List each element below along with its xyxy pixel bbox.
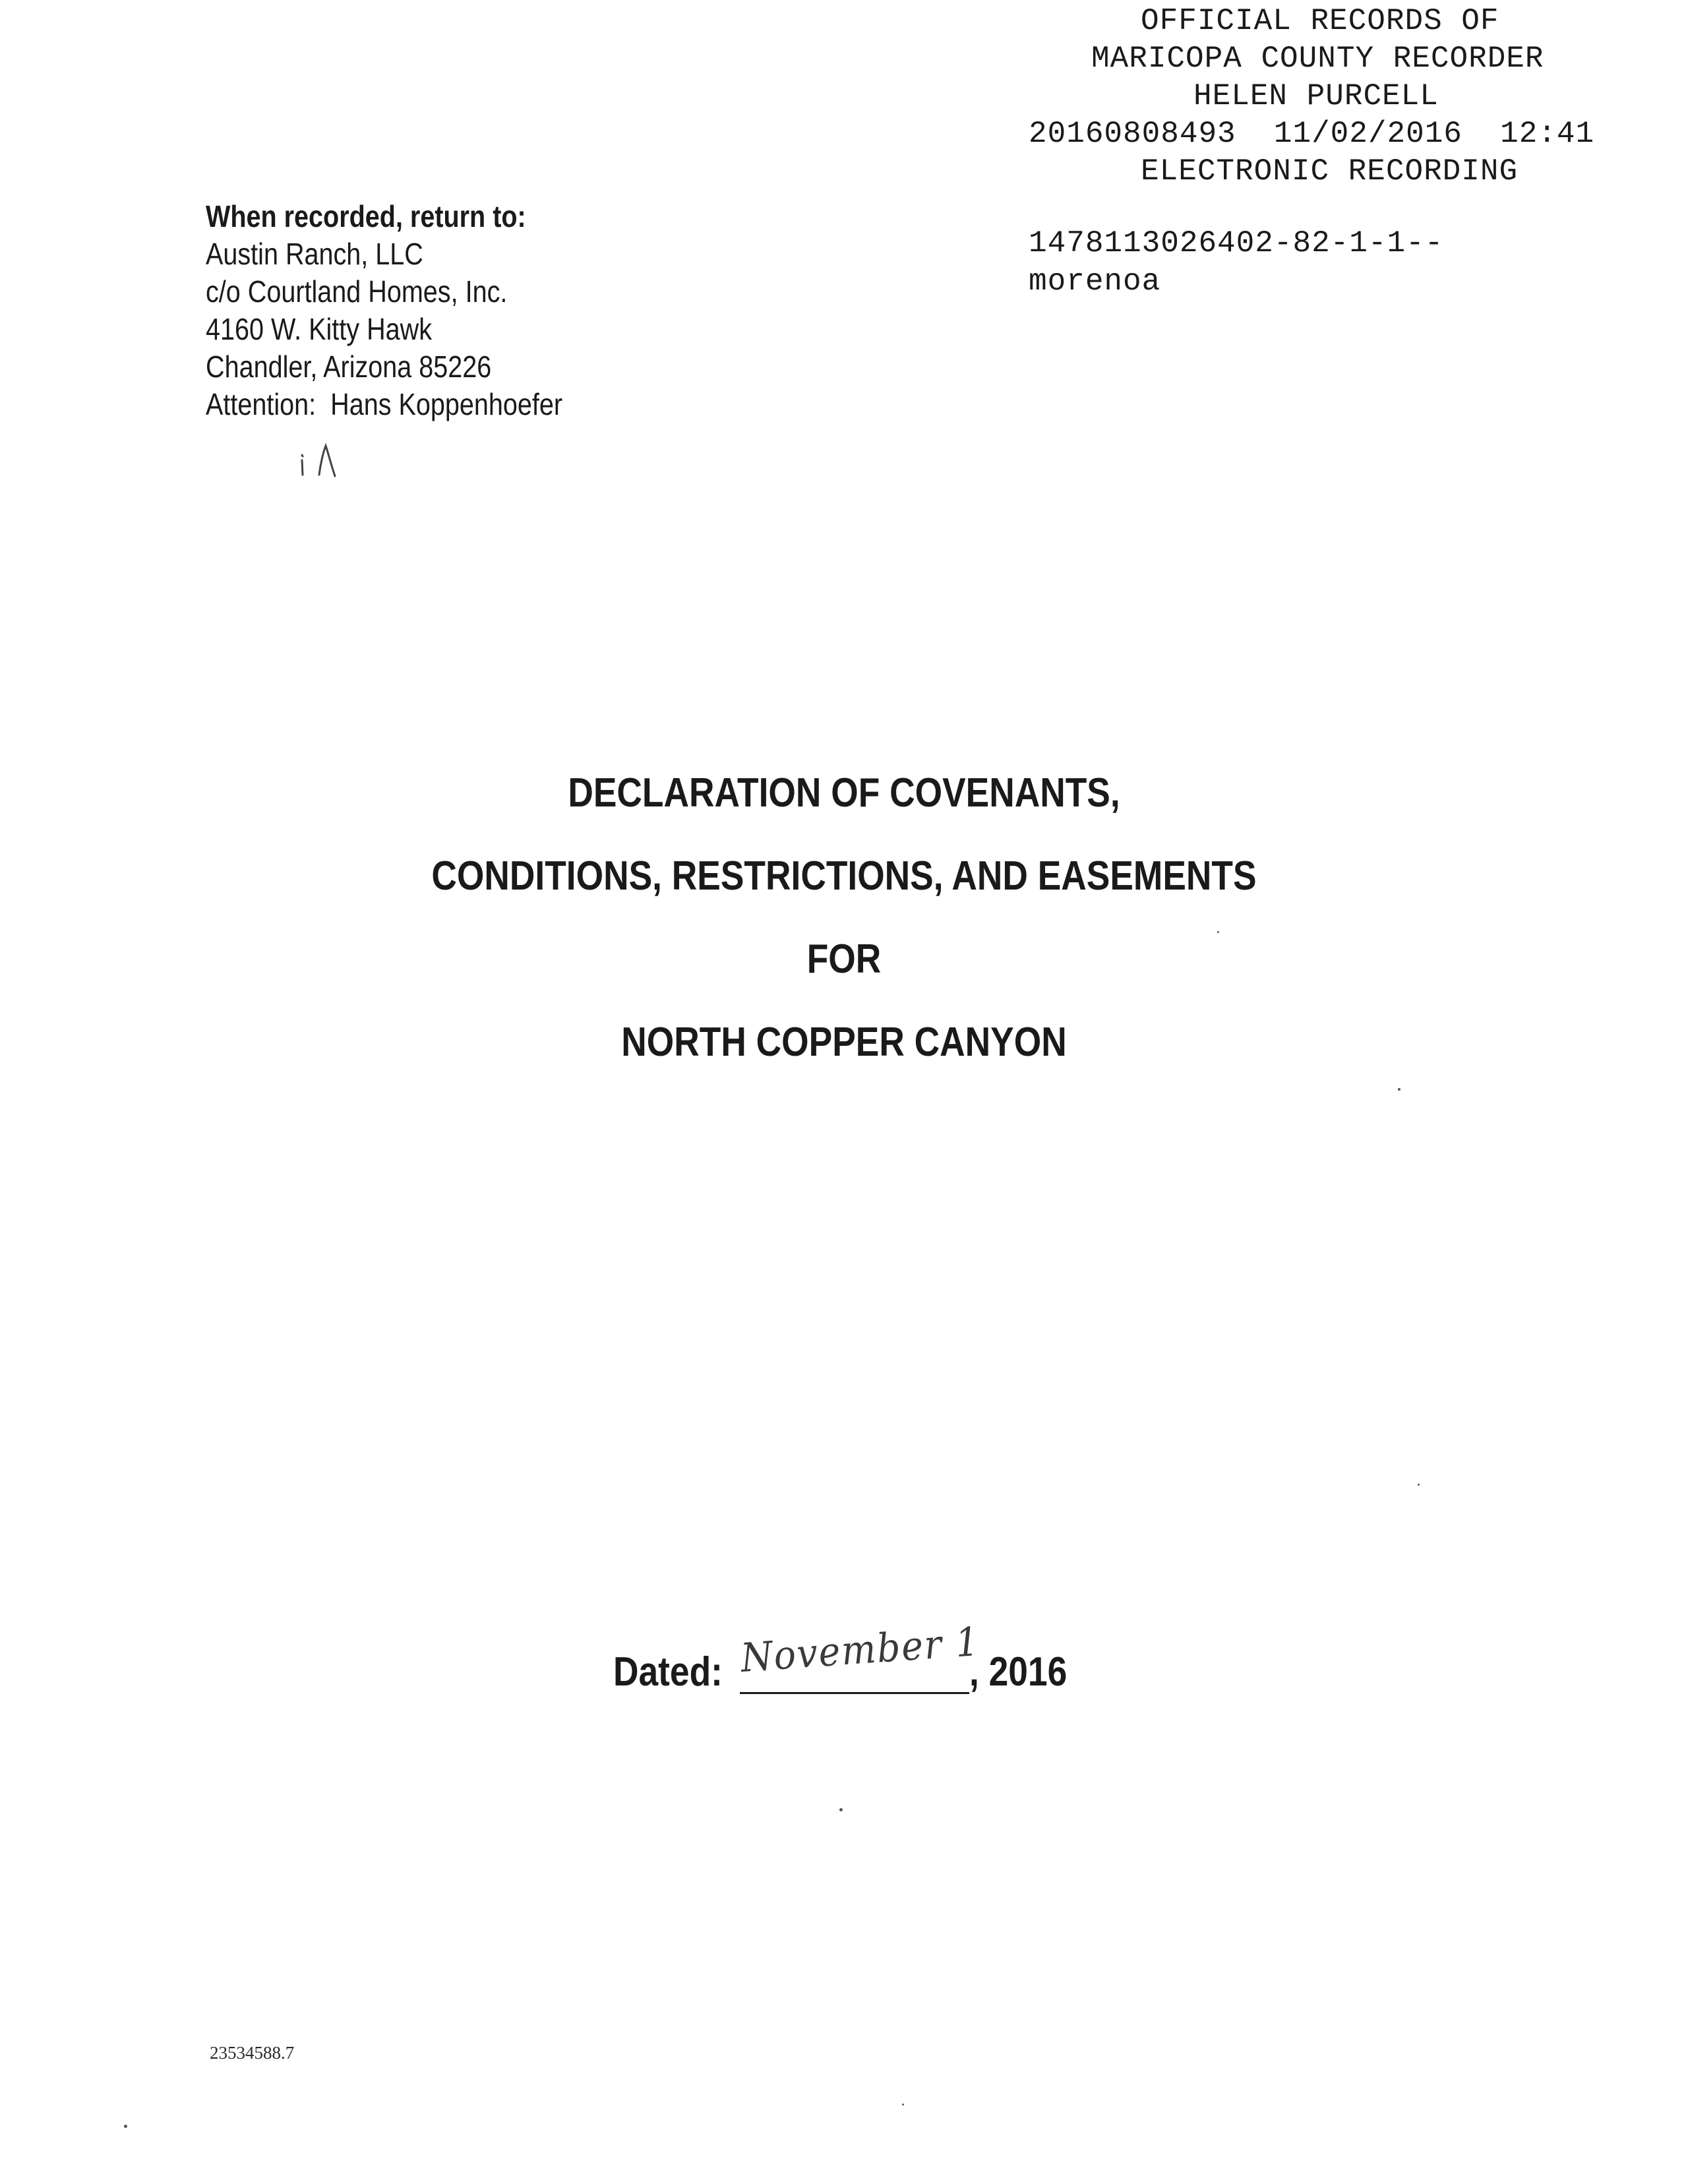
record-reference-user: morenoa (1029, 264, 1161, 299)
recording-number-date-time: 20160808493 11/02/2016 12:41 (1029, 117, 1595, 151)
return-address-line: Austin Ranch, LLC (206, 237, 423, 271)
handwritten-date: November 1 (739, 1618, 982, 1682)
scan-speck (839, 1808, 843, 1811)
recorder-stamp-line: ELECTRONIC RECORDING (1141, 154, 1519, 189)
return-address-block (206, 198, 562, 423)
title-line: NORTH COPPER CANYON (621, 1019, 1067, 1065)
document-number: 23534588.7 (210, 2043, 295, 2063)
return-address-heading: When recorded, return to: (206, 199, 526, 233)
return-address-line: c/o Courtland Homes, Inc. (206, 274, 508, 309)
title-line: DECLARATION OF COVENANTS, (568, 770, 1120, 816)
recorder-stamp (1029, 3, 1675, 191)
scan-speck (1398, 1088, 1401, 1091)
recorder-stamp-line: MARICOPA COUNTY RECORDER (1091, 42, 1544, 76)
scan-speck (1418, 1484, 1420, 1486)
title-line: CONDITIONS, RESTRICTIONS, AND EASEMENTS (431, 853, 1257, 899)
document-title (0, 752, 1688, 1084)
title-line: FOR (806, 936, 882, 982)
scan-speck (1217, 931, 1219, 933)
return-address-line: Chandler, Arizona 85226 (206, 349, 492, 384)
scan-speck (902, 2104, 904, 2106)
return-address-line: 4160 W. Kitty Hawk (206, 312, 432, 346)
scan-speck (124, 2125, 127, 2128)
record-reference-id: 1478113026402-82-1-1-- (1029, 226, 1444, 260)
handwritten-initials-mark (297, 440, 343, 480)
record-reference (1029, 224, 1443, 301)
recorder-stamp-line: HELEN PURCELL (1193, 79, 1439, 113)
date-underline (740, 1692, 969, 1694)
dated-label: Dated: (613, 1649, 723, 1695)
return-address-line: Attention: Hans Koppenhoefer (206, 387, 563, 421)
recorder-stamp-line: OFFICIAL RECORDS OF (1141, 4, 1499, 38)
dated-year: , 2016 (969, 1649, 1068, 1695)
